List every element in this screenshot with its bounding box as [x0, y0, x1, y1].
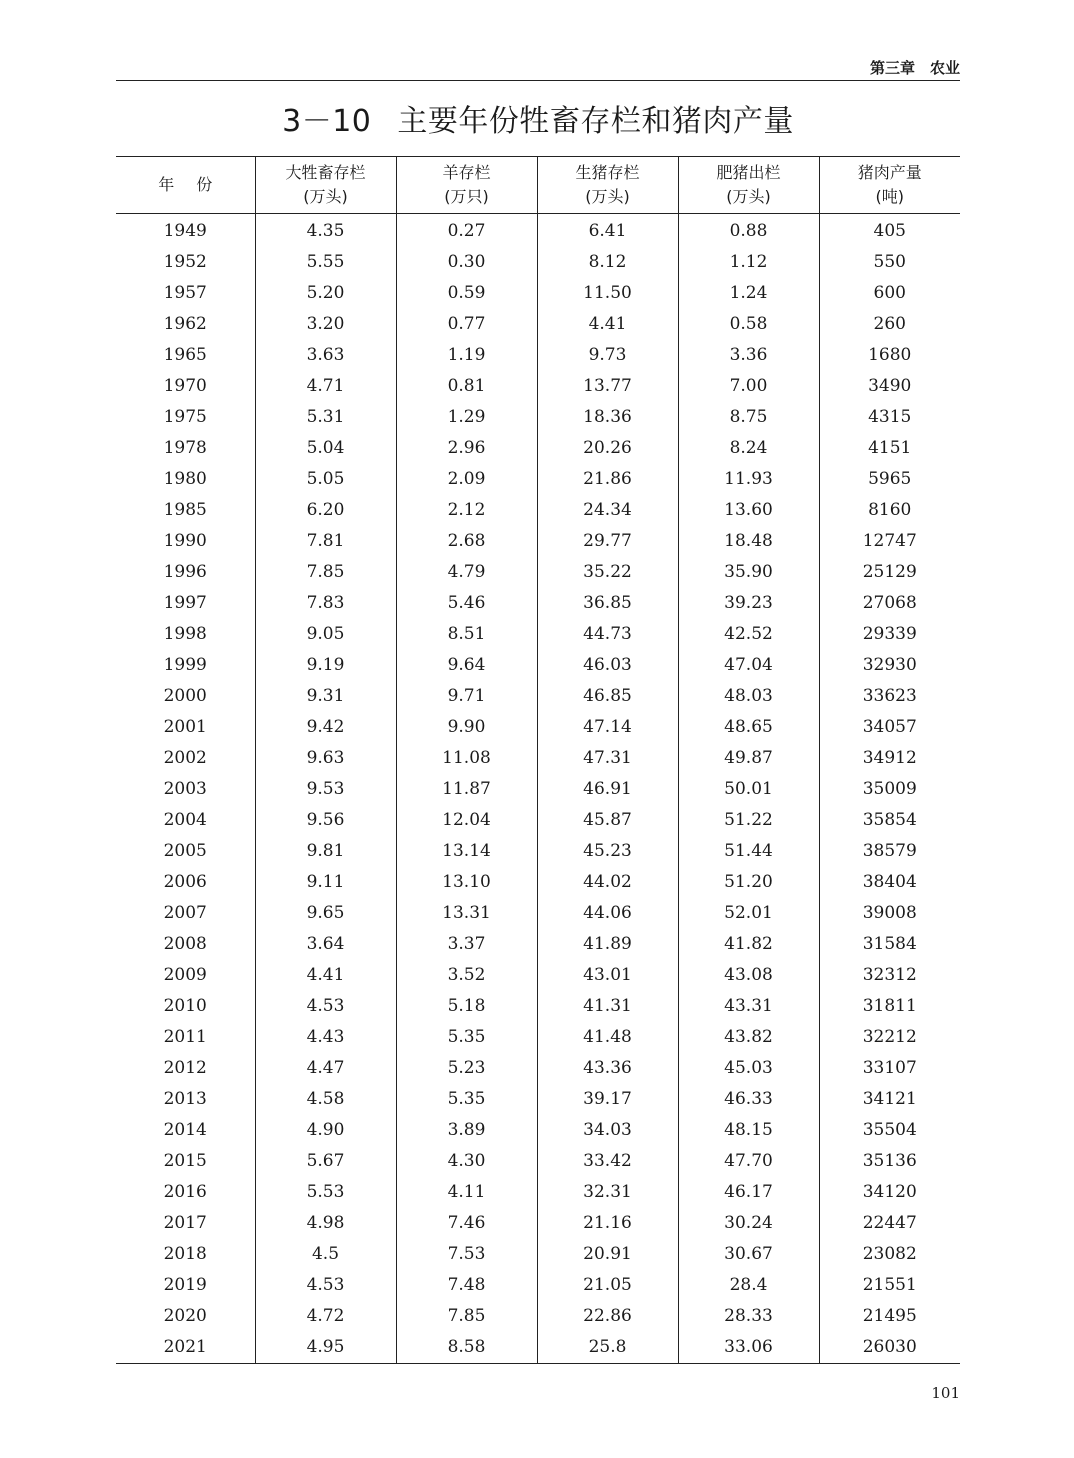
year-cell: 2013 — [163, 1089, 207, 1109]
year-cell: 2007 — [163, 903, 207, 923]
value-cell: 9.81 — [255, 836, 396, 867]
value-cell: 43.31 — [678, 991, 819, 1022]
value-cell: 4.5 — [255, 1239, 396, 1270]
value-cell: 28.4 — [678, 1270, 819, 1301]
value-cell: 9.63 — [255, 743, 396, 774]
value-cell: 7.85 — [396, 1301, 537, 1332]
value-cell: 260 — [819, 309, 960, 340]
year-cell: 1990 — [163, 531, 207, 551]
value-cell: 4315 — [819, 402, 960, 433]
value-cell: 405 — [819, 214, 960, 248]
value-cell: 0.58 — [678, 309, 819, 340]
value-cell: 32930 — [819, 650, 960, 681]
value-cell: 5.67 — [255, 1146, 396, 1177]
year-cell: 1997 — [163, 593, 207, 613]
year-cell: 2021 — [163, 1337, 207, 1357]
value-cell: 29.77 — [537, 526, 678, 557]
value-cell: 21.16 — [537, 1208, 678, 1239]
value-cell: 43.08 — [678, 960, 819, 991]
value-cell: 34.03 — [537, 1115, 678, 1146]
value-cell: 5.31 — [255, 402, 396, 433]
value-cell: 0.88 — [678, 214, 819, 248]
value-cell: 47.31 — [537, 743, 678, 774]
table-row — [116, 464, 960, 495]
value-cell: 1.12 — [678, 247, 819, 278]
value-cell: 3.36 — [678, 340, 819, 371]
value-cell: 39008 — [819, 898, 960, 929]
table-row — [116, 712, 960, 743]
value-cell: 7.81 — [255, 526, 396, 557]
value-cell: 7.46 — [396, 1208, 537, 1239]
value-cell: 5.18 — [396, 991, 537, 1022]
table-number: 3－10 — [282, 104, 372, 139]
table-row — [116, 1146, 960, 1177]
column-header-name: 羊存栏 — [442, 163, 491, 182]
value-cell: 18.36 — [537, 402, 678, 433]
year-cell: 2010 — [163, 996, 207, 1016]
table-body — [116, 214, 960, 1364]
value-cell: 0.30 — [396, 247, 537, 278]
table-row — [116, 1115, 960, 1146]
value-cell: 45.87 — [537, 805, 678, 836]
value-cell: 35009 — [819, 774, 960, 805]
column-header-large-livestock — [255, 157, 396, 214]
value-cell: 2.09 — [396, 464, 537, 495]
value-cell: 0.27 — [396, 214, 537, 248]
value-cell: 4.98 — [255, 1208, 396, 1239]
value-cell: 46.17 — [678, 1177, 819, 1208]
value-cell: 35136 — [819, 1146, 960, 1177]
year-cell: 2020 — [163, 1306, 207, 1326]
value-cell: 31811 — [819, 991, 960, 1022]
value-cell: 43.36 — [537, 1053, 678, 1084]
column-header-unit: (万头) — [585, 187, 630, 206]
year-header-label: 年份 — [158, 175, 235, 194]
year-cell: 1985 — [163, 500, 207, 520]
value-cell: 39.23 — [678, 588, 819, 619]
value-cell: 41.48 — [537, 1022, 678, 1053]
value-cell: 4.41 — [255, 960, 396, 991]
value-cell: 5.35 — [396, 1084, 537, 1115]
table-row — [116, 743, 960, 774]
year-cell: 2018 — [163, 1244, 207, 1264]
value-cell: 4.47 — [255, 1053, 396, 1084]
value-cell: 3.52 — [396, 960, 537, 991]
value-cell: 51.22 — [678, 805, 819, 836]
value-cell: 550 — [819, 247, 960, 278]
value-cell: 0.81 — [396, 371, 537, 402]
value-cell: 4.35 — [255, 214, 396, 248]
value-cell: 24.34 — [537, 495, 678, 526]
value-cell: 44.06 — [537, 898, 678, 929]
column-header-sheep — [396, 157, 537, 214]
table-row — [116, 867, 960, 898]
column-header-hogs-slaughtered — [678, 157, 819, 214]
value-cell: 4.58 — [255, 1084, 396, 1115]
column-header-name: 大牲畜存栏 — [285, 163, 366, 182]
value-cell: 5.05 — [255, 464, 396, 495]
value-cell: 21.86 — [537, 464, 678, 495]
value-cell: 9.65 — [255, 898, 396, 929]
table-row — [116, 278, 960, 309]
table-row — [116, 960, 960, 991]
value-cell: 5.35 — [396, 1022, 537, 1053]
table-row — [116, 1332, 960, 1364]
value-cell: 34057 — [819, 712, 960, 743]
value-cell: 4.90 — [255, 1115, 396, 1146]
year-cell: 2008 — [163, 934, 207, 954]
value-cell: 5.46 — [396, 588, 537, 619]
value-cell: 43.82 — [678, 1022, 819, 1053]
column-header-name: 猪肉产量 — [857, 163, 922, 182]
year-column-header — [116, 157, 255, 214]
value-cell: 0.77 — [396, 309, 537, 340]
value-cell: 7.83 — [255, 588, 396, 619]
value-cell: 38579 — [819, 836, 960, 867]
value-cell: 3.20 — [255, 309, 396, 340]
value-cell: 46.03 — [537, 650, 678, 681]
value-cell: 49.87 — [678, 743, 819, 774]
value-cell: 29339 — [819, 619, 960, 650]
year-cell: 2002 — [163, 748, 207, 768]
value-cell: 18.48 — [678, 526, 819, 557]
value-cell: 32312 — [819, 960, 960, 991]
value-cell: 35.90 — [678, 557, 819, 588]
table-row — [116, 619, 960, 650]
value-cell: 22.86 — [537, 1301, 678, 1332]
value-cell: 3.64 — [255, 929, 396, 960]
value-cell: 21.05 — [537, 1270, 678, 1301]
value-cell: 34120 — [819, 1177, 960, 1208]
table-row — [116, 588, 960, 619]
value-cell: 8.24 — [678, 433, 819, 464]
table-header-row — [116, 157, 960, 214]
value-cell: 38404 — [819, 867, 960, 898]
value-cell: 34121 — [819, 1084, 960, 1115]
value-cell: 21551 — [819, 1270, 960, 1301]
value-cell: 4151 — [819, 433, 960, 464]
value-cell: 51.44 — [678, 836, 819, 867]
year-cell: 1998 — [163, 624, 207, 644]
column-header-hogs-stock — [537, 157, 678, 214]
year-cell: 2016 — [163, 1182, 207, 1202]
value-cell: 46.91 — [537, 774, 678, 805]
page-number: 101 — [931, 1384, 960, 1402]
value-cell: 33.06 — [678, 1332, 819, 1364]
column-header-name: 肥猪出栏 — [716, 163, 781, 182]
value-cell: 3490 — [819, 371, 960, 402]
year-cell: 1999 — [163, 655, 207, 675]
value-cell: 4.71 — [255, 371, 396, 402]
value-cell: 3.37 — [396, 929, 537, 960]
table-row — [116, 340, 960, 371]
value-cell: 33623 — [819, 681, 960, 712]
year-cell: 2003 — [163, 779, 207, 799]
value-cell: 43.01 — [537, 960, 678, 991]
value-cell: 6.20 — [255, 495, 396, 526]
value-cell: 2.68 — [396, 526, 537, 557]
value-cell: 12.04 — [396, 805, 537, 836]
year-cell: 1996 — [163, 562, 207, 582]
value-cell: 7.85 — [255, 557, 396, 588]
value-cell: 9.31 — [255, 681, 396, 712]
value-cell: 9.56 — [255, 805, 396, 836]
table-row — [116, 371, 960, 402]
value-cell: 13.77 — [537, 371, 678, 402]
table-row — [116, 1022, 960, 1053]
year-cell: 1962 — [163, 314, 207, 334]
value-cell: 44.73 — [537, 619, 678, 650]
value-cell: 48.03 — [678, 681, 819, 712]
table-row — [116, 1239, 960, 1270]
value-cell: 44.02 — [537, 867, 678, 898]
year-cell: 2012 — [163, 1058, 207, 1078]
year-cell: 1965 — [163, 345, 207, 365]
value-cell: 25.8 — [537, 1332, 678, 1364]
year-cell: 1949 — [163, 221, 207, 241]
year-cell: 1952 — [163, 252, 207, 272]
value-cell: 6.41 — [537, 214, 678, 248]
value-cell: 5.55 — [255, 247, 396, 278]
table-row — [116, 402, 960, 433]
value-cell: 2.12 — [396, 495, 537, 526]
table-row — [116, 929, 960, 960]
column-header-unit: (万头) — [726, 187, 771, 206]
value-cell: 32212 — [819, 1022, 960, 1053]
value-cell: 13.31 — [396, 898, 537, 929]
value-cell: 13.60 — [678, 495, 819, 526]
value-cell: 13.10 — [396, 867, 537, 898]
value-cell: 45.23 — [537, 836, 678, 867]
value-cell: 4.11 — [396, 1177, 537, 1208]
value-cell: 8.51 — [396, 619, 537, 650]
value-cell: 47.04 — [678, 650, 819, 681]
value-cell: 51.20 — [678, 867, 819, 898]
value-cell: 13.14 — [396, 836, 537, 867]
value-cell: 30.67 — [678, 1239, 819, 1270]
value-cell: 11.50 — [537, 278, 678, 309]
value-cell: 52.01 — [678, 898, 819, 929]
value-cell: 36.85 — [537, 588, 678, 619]
year-cell: 1970 — [163, 376, 207, 396]
table-row — [116, 247, 960, 278]
value-cell: 47.14 — [537, 712, 678, 743]
value-cell: 9.11 — [255, 867, 396, 898]
value-cell: 34912 — [819, 743, 960, 774]
value-cell: 11.08 — [396, 743, 537, 774]
value-cell: 46.85 — [537, 681, 678, 712]
column-header-pork-output — [819, 157, 960, 214]
value-cell: 9.42 — [255, 712, 396, 743]
table-row — [116, 681, 960, 712]
table-row — [116, 309, 960, 340]
value-cell: 3.89 — [396, 1115, 537, 1146]
value-cell: 33.42 — [537, 1146, 678, 1177]
value-cell: 1.29 — [396, 402, 537, 433]
table-row — [116, 650, 960, 681]
value-cell: 4.72 — [255, 1301, 396, 1332]
value-cell: 8.75 — [678, 402, 819, 433]
table-row — [116, 991, 960, 1022]
year-cell: 1980 — [163, 469, 207, 489]
table-row — [116, 836, 960, 867]
value-cell: 30.24 — [678, 1208, 819, 1239]
year-cell: 1975 — [163, 407, 207, 427]
table-row — [116, 1084, 960, 1115]
value-cell: 7.00 — [678, 371, 819, 402]
running-header: 第三章 农业 — [116, 56, 960, 81]
value-cell: 41.31 — [537, 991, 678, 1022]
value-cell: 45.03 — [678, 1053, 819, 1084]
value-cell: 4.41 — [537, 309, 678, 340]
value-cell: 1680 — [819, 340, 960, 371]
table-row — [116, 805, 960, 836]
value-cell: 35504 — [819, 1115, 960, 1146]
value-cell: 35854 — [819, 805, 960, 836]
table-row — [116, 1301, 960, 1332]
value-cell: 27068 — [819, 588, 960, 619]
value-cell: 5.20 — [255, 278, 396, 309]
value-cell: 1.19 — [396, 340, 537, 371]
value-cell: 0.59 — [396, 278, 537, 309]
value-cell: 12747 — [819, 526, 960, 557]
value-cell: 8160 — [819, 495, 960, 526]
year-cell: 1957 — [163, 283, 207, 303]
value-cell: 9.64 — [396, 650, 537, 681]
value-cell: 28.33 — [678, 1301, 819, 1332]
table-row — [116, 526, 960, 557]
value-cell: 2.96 — [396, 433, 537, 464]
year-cell: 2006 — [163, 872, 207, 892]
value-cell: 4.43 — [255, 1022, 396, 1053]
value-cell: 11.87 — [396, 774, 537, 805]
value-cell: 4.95 — [255, 1332, 396, 1364]
value-cell: 4.79 — [396, 557, 537, 588]
value-cell: 35.22 — [537, 557, 678, 588]
table-row — [116, 1270, 960, 1301]
value-cell: 25129 — [819, 557, 960, 588]
value-cell: 33107 — [819, 1053, 960, 1084]
year-cell: 2009 — [163, 965, 207, 985]
value-cell: 1.24 — [678, 278, 819, 309]
value-cell: 42.52 — [678, 619, 819, 650]
year-cell: 2014 — [163, 1120, 207, 1140]
column-header-unit: (万头) — [303, 187, 348, 206]
table-row — [116, 774, 960, 805]
value-cell: 7.48 — [396, 1270, 537, 1301]
value-cell: 20.26 — [537, 433, 678, 464]
value-cell: 48.65 — [678, 712, 819, 743]
year-cell: 2017 — [163, 1213, 207, 1233]
table-row — [116, 214, 960, 248]
table-row — [116, 433, 960, 464]
value-cell: 9.19 — [255, 650, 396, 681]
value-cell: 32.31 — [537, 1177, 678, 1208]
value-cell: 3.63 — [255, 340, 396, 371]
value-cell: 5965 — [819, 464, 960, 495]
value-cell: 23082 — [819, 1239, 960, 1270]
column-header-unit: (万只) — [444, 187, 489, 206]
table-title-text: 主要年份牲畜存栏和猪肉产量 — [397, 104, 794, 139]
year-cell: 2005 — [163, 841, 207, 861]
table-title — [116, 100, 960, 144]
year-cell: 2001 — [163, 717, 207, 737]
column-header-unit: (吨) — [875, 187, 904, 206]
value-cell: 4.30 — [396, 1146, 537, 1177]
data-table — [116, 156, 960, 1364]
value-cell: 9.73 — [537, 340, 678, 371]
table-row — [116, 557, 960, 588]
value-cell: 4.53 — [255, 991, 396, 1022]
value-cell: 7.53 — [396, 1239, 537, 1270]
year-cell: 2015 — [163, 1151, 207, 1171]
value-cell: 48.15 — [678, 1115, 819, 1146]
year-cell: 2004 — [163, 810, 207, 830]
value-cell: 9.53 — [255, 774, 396, 805]
value-cell: 39.17 — [537, 1084, 678, 1115]
table-row — [116, 495, 960, 526]
value-cell: 11.93 — [678, 464, 819, 495]
column-header-name: 生猪存栏 — [575, 163, 640, 182]
value-cell: 22447 — [819, 1208, 960, 1239]
value-cell: 20.91 — [537, 1239, 678, 1270]
year-cell: 2019 — [163, 1275, 207, 1295]
value-cell: 21495 — [819, 1301, 960, 1332]
value-cell: 46.33 — [678, 1084, 819, 1115]
value-cell: 4.53 — [255, 1270, 396, 1301]
value-cell: 31584 — [819, 929, 960, 960]
value-cell: 5.04 — [255, 433, 396, 464]
value-cell: 26030 — [819, 1332, 960, 1364]
table-row — [116, 898, 960, 929]
value-cell: 9.90 — [396, 712, 537, 743]
value-cell: 50.01 — [678, 774, 819, 805]
value-cell: 41.82 — [678, 929, 819, 960]
value-cell: 9.05 — [255, 619, 396, 650]
value-cell: 5.53 — [255, 1177, 396, 1208]
value-cell: 5.23 — [396, 1053, 537, 1084]
table-row — [116, 1177, 960, 1208]
year-cell: 2011 — [163, 1027, 207, 1047]
value-cell: 600 — [819, 278, 960, 309]
value-cell: 41.89 — [537, 929, 678, 960]
table-row — [116, 1053, 960, 1084]
value-cell: 47.70 — [678, 1146, 819, 1177]
table-row — [116, 1208, 960, 1239]
value-cell: 8.58 — [396, 1332, 537, 1364]
value-cell: 9.71 — [396, 681, 537, 712]
value-cell: 8.12 — [537, 247, 678, 278]
year-cell: 2000 — [163, 686, 207, 706]
year-cell: 1978 — [163, 438, 207, 458]
